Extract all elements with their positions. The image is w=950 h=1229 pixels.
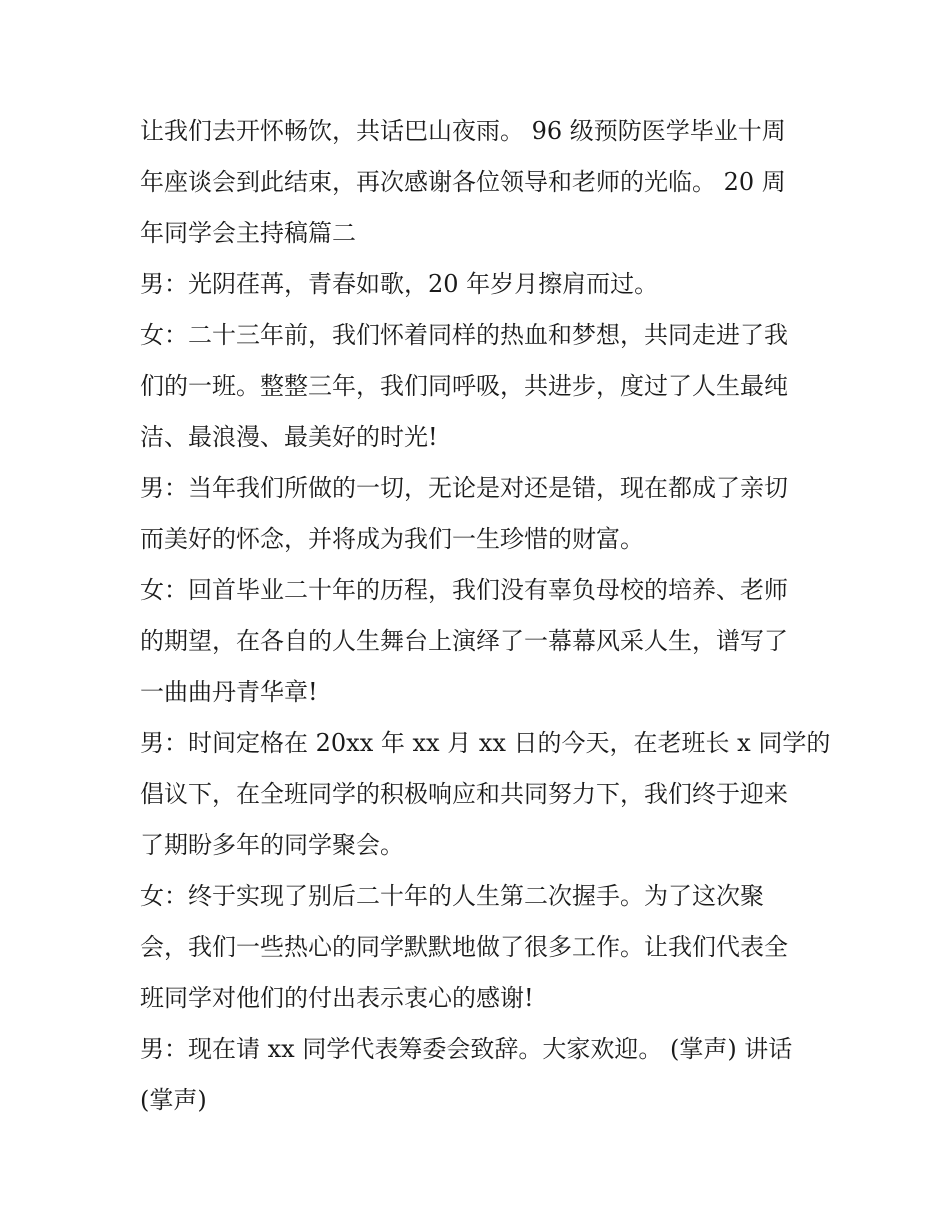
- text-line: 班同学对他们的付出表示衷心的感谢!: [140, 984, 534, 1012]
- text-line: 们的一班。整整三年，我们同呼吸，共进步，度过了人生最纯: [140, 372, 788, 400]
- text-line: 让我们去开怀畅饮，共话巴山夜雨。 96 级预防医学毕业十周: [140, 117, 786, 145]
- text-line: 男：时间定格在 20xx 年 xx 月 xx 日的今天，在老班长 x 同学的: [140, 729, 831, 757]
- text-line: 会，我们一些热心的同学默默地做了很多工作。让我们代表全: [140, 933, 788, 961]
- text-line: 女：二十三年前，我们怀着同样的热血和梦想，共同走进了我: [140, 321, 788, 349]
- text-line: 女：终于实现了别后二十年的人生第二次握手。为了这次聚: [140, 882, 764, 910]
- text-line: 男：光阴荏苒，青春如歌，20 年岁月擦肩而过。: [140, 270, 659, 298]
- text-line: 倡议下，在全班同学的积极响应和共同努力下，我们终于迎来: [140, 780, 788, 808]
- text-line: 洁、最浪漫、最美好的时光!: [140, 423, 438, 451]
- text-line: 了期盼多年的同学聚会。: [140, 831, 404, 859]
- text-line: 年同学会主持稿篇二: [140, 219, 356, 247]
- text-line: 年座谈会到此结束，再次感谢各位领导和老师的光临。 20 周: [140, 168, 786, 196]
- text-line: 男：现在请 xx 同学代表筹委会致辞。大家欢迎。 (掌声) 讲话: [140, 1035, 793, 1063]
- text-line: 女：回首毕业二十年的历程，我们没有辜负母校的培养、老师: [140, 576, 788, 604]
- text-line: 一曲曲丹青华章!: [140, 678, 318, 706]
- document-body: [140, 106, 831, 1126]
- text-line: 男：当年我们所做的一切，无论是对还是错，现在都成了亲切: [140, 474, 788, 502]
- text-line: (掌声): [140, 1086, 207, 1114]
- text-line: 的期望，在各自的人生舞台上演绎了一幕幕风采人生，谱写了: [140, 627, 788, 655]
- text-line: 而美好的怀念，并将成为我们一生珍惜的财富。: [140, 525, 644, 553]
